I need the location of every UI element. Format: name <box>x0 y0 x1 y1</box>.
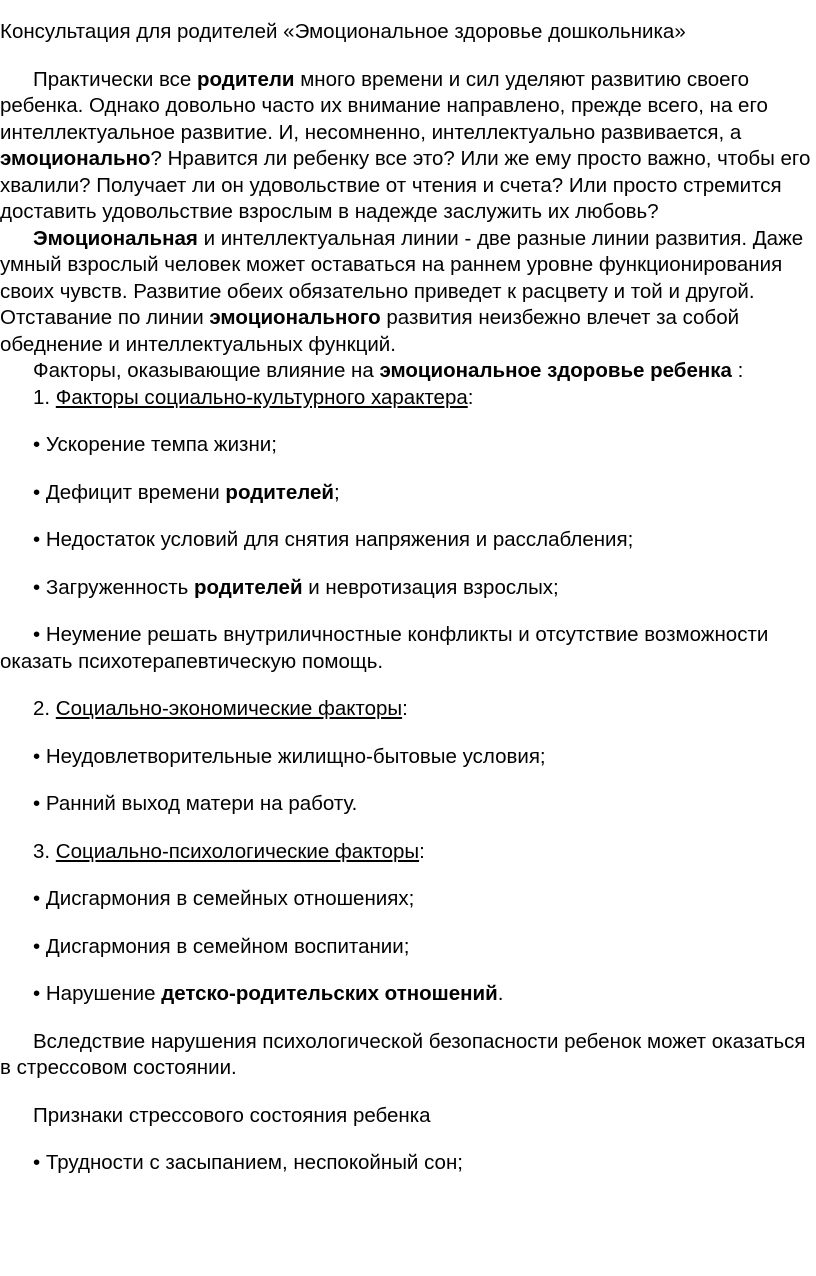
bold-term-parents: родители <box>197 67 295 91</box>
list-item: • Дисгармония в семейном воспитании; <box>33 934 410 958</box>
text-run: много времени и сил уделяют развитию своего ребенка. Однако довольно часто их внимание направлено, прежде всего, на его интеллектуальное развитие. И, несомненно, интеллектуально развивается, а <box>0 67 768 144</box>
text-run: : <box>419 839 425 863</box>
text-run: • Дефицит времени <box>33 480 226 504</box>
paragraph-factors-intro <box>0 358 812 385</box>
text-run: и интеллектуальная линии - две разные линии развития. Даже умный взрослый человек может оставаться на раннем уровне функционирования своих чувств. Развитие обеих обязательно приведет к расцвету и той и другой. Отставание по линии <box>0 226 804 329</box>
list-item: • Недостаток условий для снятия напряжения и расслабления; <box>33 528 634 551</box>
paragraph-intro-1 <box>0 67 812 226</box>
list-item <box>0 480 812 507</box>
text-run: Практически все <box>33 67 198 91</box>
text-run: ? Нравится ли ребенку все это? Или же ему просто важно, чтобы его хвалили? Получает ли он удовольствие от чтения и счета? Или просто стремится доставить удовольствие взрослым в надежде заслужить их любовь? <box>0 147 811 223</box>
bold-term-parents: родителей <box>193 575 303 599</box>
text-run: : <box>402 697 408 720</box>
text-run: развития неизбежно влечет за собой обеднение и интеллектуальных функций. <box>0 306 740 356</box>
text-run: Факторы, оказывающие влияние на <box>33 359 380 382</box>
text-run: • Нарушение <box>33 982 162 1005</box>
list-item: • Трудности с засыпанием, неспокойный сон; <box>33 1151 463 1174</box>
list-item: • Неудовлетворительные жилищно-бытовые условия; <box>33 744 546 768</box>
bold-term-emotionally: эмоционально <box>0 147 151 170</box>
group-number: 3. <box>33 839 56 863</box>
list-item: • Неумение решать внутриличностные конфликты и отсутствие возможности оказать психотерапевтическую помощь. <box>0 623 769 673</box>
bold-term-emotional-health: эмоциональное здоровье ребенка <box>379 359 732 382</box>
text-run: : <box>731 359 744 382</box>
bold-term-parents: родителей <box>225 480 335 504</box>
paragraph-intro-2 <box>0 226 812 359</box>
bold-term-emotional: Эмоциональная <box>33 226 198 250</box>
paragraph-conclusion: Вследствие нарушения психологической безопасности ребенок может оказаться в стрессовом состоянии. <box>0 1029 806 1079</box>
list-item <box>0 981 812 1008</box>
group-number: 1. <box>33 385 56 409</box>
list-item <box>0 575 812 602</box>
text-run: . <box>497 982 504 1005</box>
group-heading-text: Социально-экономические факторы <box>55 697 403 720</box>
document-title: Консультация для родителей «Эмоциональное здоровье дошкольника» <box>0 20 686 43</box>
text-run: ; <box>334 480 340 504</box>
group1-heading <box>0 385 812 412</box>
text-run: : <box>467 385 474 409</box>
text-run: и невротизация взрослых; <box>302 575 559 599</box>
list-item: • Ускорение темпа жизни; <box>33 433 277 456</box>
text-run: • Загруженность <box>33 575 194 599</box>
group-number: 2. <box>33 697 56 720</box>
group3-heading <box>0 839 812 866</box>
bold-term-emotional-dev: эмоционального <box>209 306 381 329</box>
group2-heading <box>0 696 812 723</box>
group-heading-text: Социально-психологические факторы <box>55 839 420 863</box>
group-heading-text: Факторы социально-культурного характера <box>55 385 468 409</box>
signs-heading: Признаки стрессового состояния ребенка <box>33 1103 431 1127</box>
bold-term-parent-child: детско-родительских отношений <box>161 982 498 1005</box>
list-item: • Ранний выход матери на работу. <box>33 792 358 815</box>
list-item: • Дисгармония в семейных отношениях; <box>33 887 415 910</box>
document-page <box>0 19 812 1177</box>
